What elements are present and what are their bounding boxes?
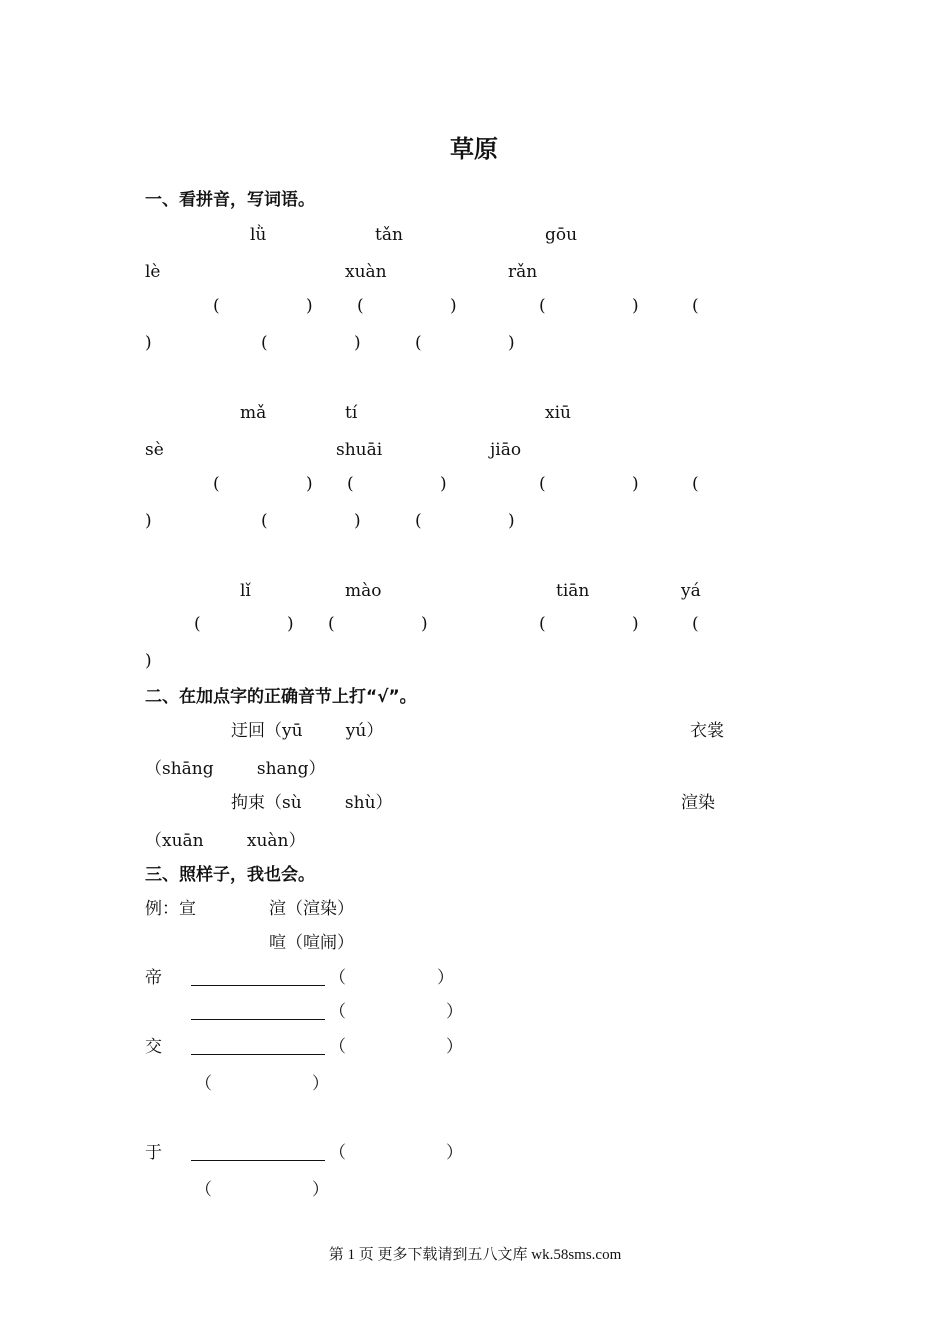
base-char: 帝 (145, 968, 162, 988)
answer-paren-close[interactable]: ) (508, 511, 515, 531)
answer-paren-close[interactable]: ） (446, 1143, 463, 1163)
section3-heading: 三、照样子，我也会。 (145, 865, 315, 885)
pinyin: lè (145, 262, 161, 282)
answer-paren-close[interactable]: ) (145, 333, 152, 353)
answer-paren-open[interactable]: ( (692, 474, 699, 494)
answer-paren-close[interactable]: ) (440, 474, 447, 494)
page-title: 草原 (450, 135, 498, 163)
answer-paren-open[interactable]: （ (329, 1037, 346, 1057)
answer-paren-open[interactable]: ( (194, 614, 201, 634)
pinyin: yá (681, 581, 701, 601)
answer-paren-open[interactable]: （ (195, 1180, 212, 1200)
pinyin: gōu (545, 225, 578, 245)
answer-blank[interactable] (191, 1019, 325, 1020)
pinyin: sè (145, 440, 164, 460)
answer-paren-close[interactable]: ) (306, 474, 313, 494)
answer-paren-close[interactable]: ) (632, 614, 639, 634)
answer-paren-open[interactable]: ( (328, 614, 335, 634)
example-word: 喧（喧闹） (269, 933, 354, 953)
pinyin: mǎ (240, 403, 267, 423)
section2-heading: 二、在加点字的正确音节上打“√”。 (145, 687, 417, 707)
answer-paren-open[interactable]: ( (539, 296, 546, 316)
answer-paren-close[interactable]: ) (632, 296, 639, 316)
answer-paren-close[interactable]: ) (632, 474, 639, 494)
answer-paren-close[interactable]: ) (508, 333, 515, 353)
answer-paren-open[interactable]: ( (213, 474, 220, 494)
pinyin: lǜ (250, 225, 267, 245)
pinyin: lǐ (240, 581, 251, 601)
answer-paren-close[interactable]: ） (312, 1180, 329, 1200)
answer-paren-open[interactable]: ( (415, 333, 422, 353)
answer-paren-open[interactable]: ( (415, 511, 422, 531)
pinyin-choice-word: 渲染 (681, 793, 715, 813)
answer-paren-close[interactable]: ) (450, 296, 457, 316)
page-footer: 第 1 页 更多下载请到五八文库 wk.58sms.com (328, 1247, 622, 1263)
answer-paren-close[interactable]: ） (446, 1037, 463, 1057)
example-word: 渲（渲染） (269, 899, 354, 919)
answer-paren-open[interactable]: （ (329, 968, 346, 988)
pinyin: rǎn (508, 262, 538, 282)
pinyin-choice-word: 衣裳 (690, 721, 724, 741)
pinyin: tí (345, 403, 358, 423)
answer-paren-open[interactable]: （ (329, 1002, 346, 1022)
answer-paren-open[interactable]: ( (692, 296, 699, 316)
pinyin: shuāi (336, 440, 383, 460)
answer-paren-close[interactable]: ） (312, 1074, 329, 1094)
answer-paren-close[interactable]: ) (421, 614, 428, 634)
answer-paren-close[interactable]: ) (145, 651, 152, 671)
answer-paren-open[interactable]: ( (539, 614, 546, 634)
pinyin-choice[interactable]: （xuān xuàn） (145, 831, 306, 851)
pinyin: xuàn (345, 262, 387, 282)
pinyin: tǎn (375, 225, 403, 245)
pinyin-choice[interactable]: 拘束（sù shù） (231, 793, 393, 813)
answer-paren-open[interactable]: ( (357, 296, 364, 316)
pinyin: tiān (556, 581, 590, 601)
answer-blank[interactable] (191, 985, 325, 986)
answer-paren-close[interactable]: ) (354, 333, 361, 353)
base-char: 于 (145, 1143, 162, 1163)
answer-paren-open[interactable]: （ (195, 1074, 212, 1094)
answer-paren-close[interactable]: ) (145, 511, 152, 531)
pinyin: xiū (545, 403, 571, 423)
answer-paren-open[interactable]: ( (692, 614, 699, 634)
pinyin: mào (345, 581, 382, 601)
answer-paren-close[interactable]: ） (446, 1002, 463, 1022)
answer-paren-open[interactable]: ( (261, 333, 268, 353)
pinyin-choice[interactable]: （shāng shang） (145, 759, 326, 779)
pinyin-choice[interactable]: 迂回（yū yú） (231, 721, 384, 741)
example-label: 例：宣 (145, 899, 196, 919)
answer-paren-close[interactable]: ) (287, 614, 294, 634)
answer-blank[interactable] (191, 1054, 325, 1055)
answer-paren-open[interactable]: ( (347, 474, 354, 494)
answer-paren-open[interactable]: ( (539, 474, 546, 494)
answer-paren-close[interactable]: ) (354, 511, 361, 531)
answer-paren-open[interactable]: ( (261, 511, 268, 531)
base-char: 交 (145, 1037, 162, 1057)
answer-paren-open[interactable]: （ (329, 1143, 346, 1163)
answer-blank[interactable] (191, 1160, 325, 1161)
answer-paren-open[interactable]: ( (213, 296, 220, 316)
answer-paren-close[interactable]: ） (437, 968, 454, 988)
pinyin: jiāo (490, 440, 522, 460)
answer-paren-close[interactable]: ) (306, 296, 313, 316)
section1-heading: 一、看拼音，写词语。 (145, 190, 315, 210)
